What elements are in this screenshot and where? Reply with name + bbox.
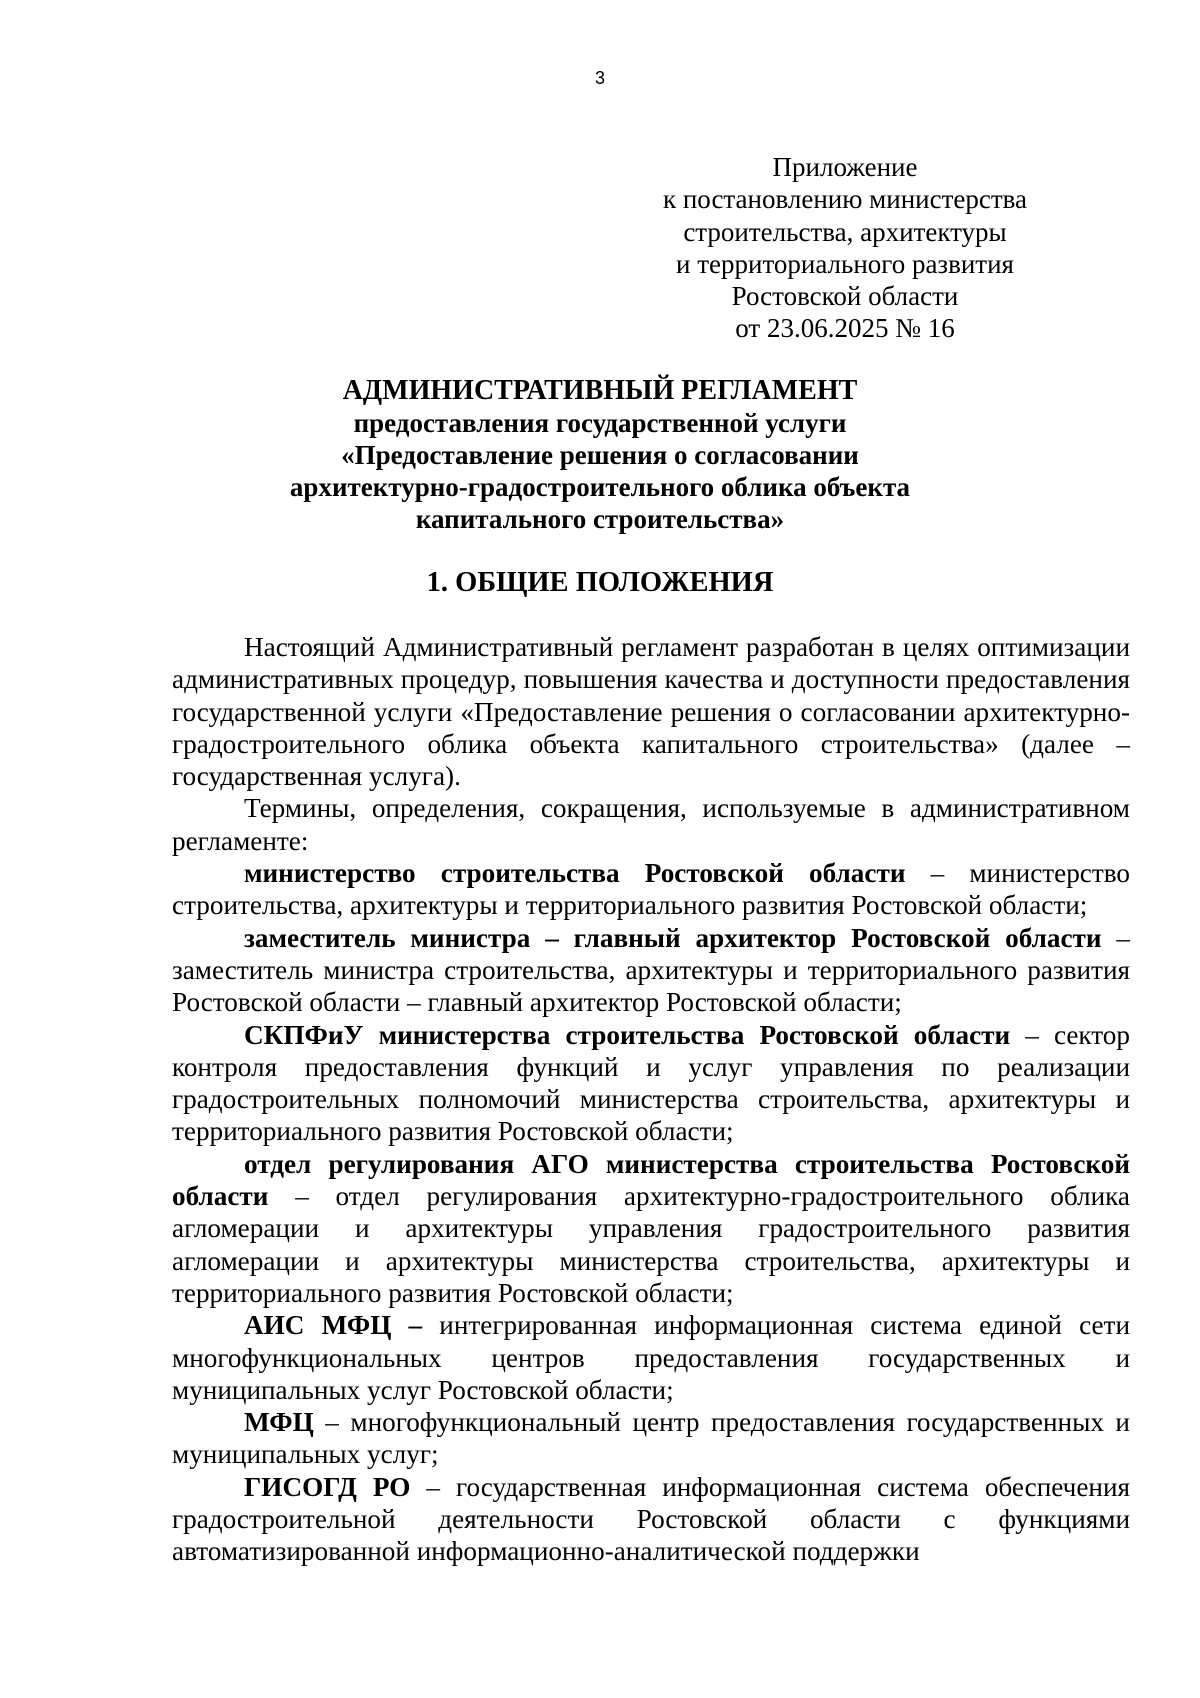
title-main: АДМИНИСТРАТИВНЫЙ РЕГЛАМЕНТ <box>342 375 858 406</box>
definition-item <box>172 922 1130 1019</box>
definition-text: – заместитель министра строительства, архитектуры и территориального развития Ростовской области – главный архитектор Ростовской области; <box>172 922 1130 1018</box>
appendix-date-line: от 23.06.2025 № 16 <box>735 313 955 344</box>
definition-item <box>172 1019 1130 1148</box>
title-line: «Предоставление решения о согласовании <box>341 440 859 470</box>
intro-paragraph: Настоящий Административный регламент разработан в целях оптимизации административных процедур, повышения качества и доступности предоставления государственной услуги «Предоставление решения о согласовании архитектурно-градостроительного облика объекта капитального строительства» (далее – государственная услуга). <box>172 632 1130 792</box>
definition-item <box>172 1309 1130 1406</box>
definition-term: ГИСОГД РО <box>244 1471 411 1502</box>
title-line: архитектурно-градостроительного облика объекта <box>289 472 911 502</box>
definition-term: заместитель министра – главный архитектор Ростовской области <box>244 922 1102 953</box>
document-body <box>172 631 1130 1568</box>
appendix-line: Приложение <box>772 152 918 182</box>
appendix-block <box>640 151 1050 345</box>
title-line: капитального строительства» <box>415 504 785 534</box>
definition-text: – сектор контроля предоставления функций и услуг управления по реализации градостроительных полномочий министерства строительства, архитектуры и территориального развития Ростовской области; <box>172 1019 1130 1147</box>
definition-text: – государственная информационная система обеспечения градостроительной деятельности Ростовской области с функциями автоматизированной информационно-аналитической поддержки <box>172 1471 1131 1567</box>
definition-text: – многофункциональный центр предоставления государственных и муниципальных услуг; <box>172 1407 1130 1470</box>
definition-term: МФЦ <box>244 1407 314 1438</box>
definition-text: интегрированная информационная система единой сети многофункциональных центров предоставления государственных и муниципальных услуг Ростовской области; <box>172 1310 1130 1405</box>
appendix-line: к постановлению министерства <box>662 184 1028 215</box>
definition-item <box>172 857 1130 922</box>
appendix-line: и территориального развития <box>676 248 1014 279</box>
section-heading: 1. ОБЩИЕ ПОЛОЖЕНИЯ <box>426 567 774 598</box>
definition-item <box>172 1406 1130 1471</box>
definition-text: – министерство строительства, архитектуры и территориального развития Ростовской области; <box>172 858 1130 921</box>
definition-term: СКПФиУ министерства строительства Ростовской области <box>244 1019 1011 1050</box>
page-number: 3 <box>594 68 605 88</box>
definition-term: министерство строительства Ростовской области <box>244 858 906 889</box>
definition-term: АИС МФЦ – <box>244 1310 423 1341</box>
definition-text: – отдел регулирования архитектурно-градостроительного облика агломерации и архитектуры управления градостроительного развития агломерации и архитектуры министерства строительства, архитектуры и территориального развития Ростовской области; <box>172 1181 1130 1308</box>
title-line: предоставления государственной услуги <box>353 408 847 438</box>
definition-item <box>172 1471 1130 1568</box>
appendix-line: Ростовской области <box>731 281 959 312</box>
appendix-line: строительства, архитектуры <box>683 216 1007 247</box>
terms-intro-paragraph: Термины, определения, сокращения, используемые в административном регламенте: <box>172 793 1130 856</box>
definition-item <box>172 1148 1130 1309</box>
definition-term: отдел регулирования АГО министерства строительства Ростовской области <box>172 1148 1130 1212</box>
document-title <box>150 375 1050 535</box>
